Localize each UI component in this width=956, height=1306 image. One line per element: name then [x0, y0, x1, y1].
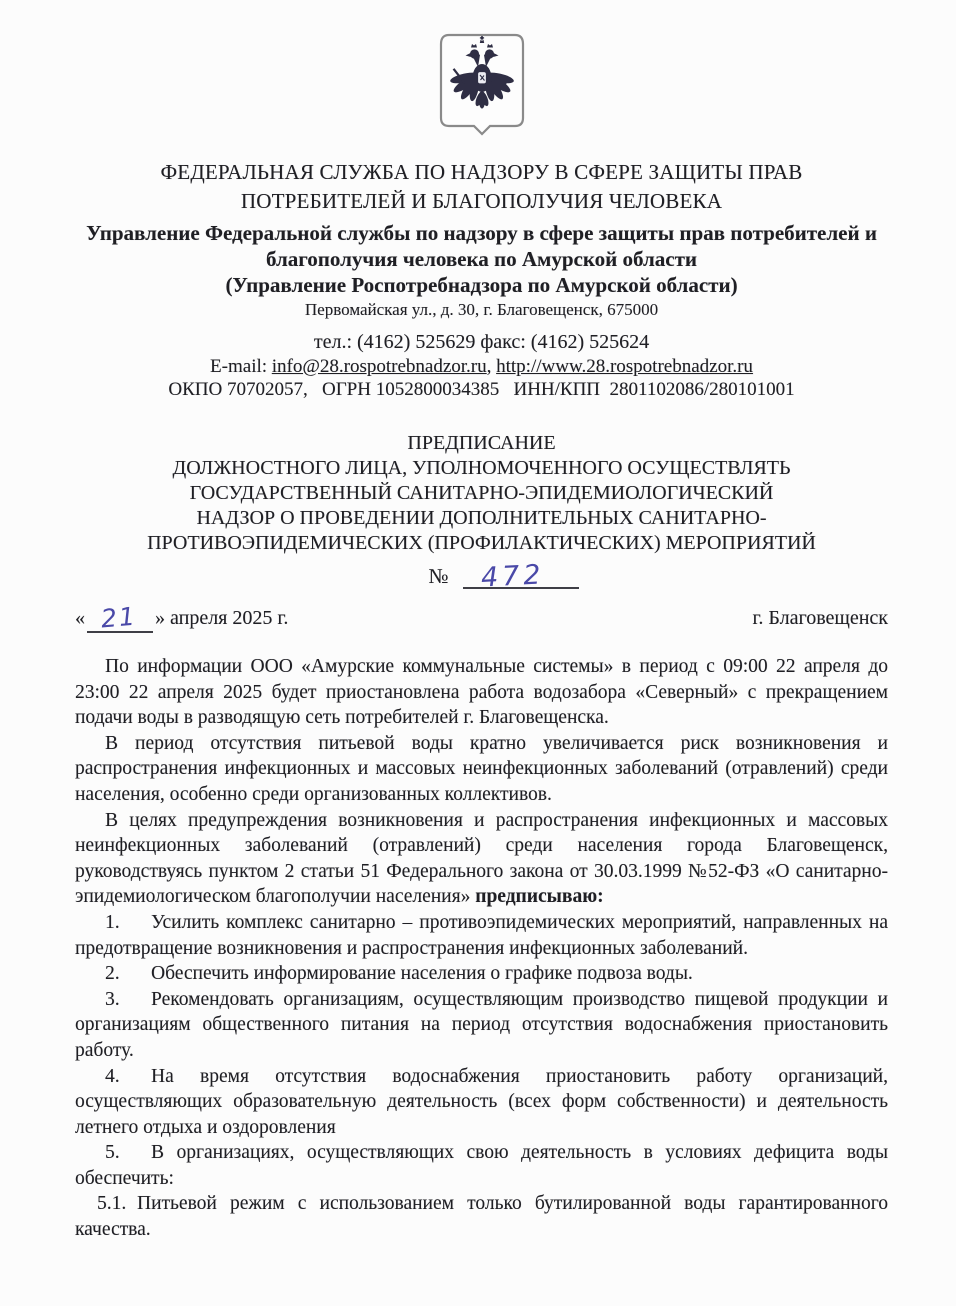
contacts-block: [75, 330, 888, 401]
document-title-line3: ГОСУДАРСТВЕННЫЙ САНИТАРНО-ЭПИДЕМИОЛОГИЧЕСКИЙ: [189, 482, 774, 504]
order-item-5: [75, 1140, 888, 1191]
number-sign: №: [428, 564, 449, 588]
document-title-line5: ПРОТИВОЭПИДЕМИЧЕСКИХ (ПРОФИЛАКТИЧЕСКИХ) МЕРОПРИЯТИЙ: [147, 532, 816, 554]
open-quote: «: [75, 607, 85, 629]
org-name-line2: ПОТРЕБИТЕЛЕЙ И БЛАГОПОЛУЧИЯ ЧЕЛОВЕКА: [240, 189, 723, 213]
item-text: В организациях, осуществляющих свою деятельность в условиях дефицита воды обеспечить:: [75, 1142, 888, 1189]
prescribe-keyword: предписываю:: [475, 886, 604, 908]
order-item-5-1: [75, 1191, 888, 1242]
email-line: [75, 355, 888, 378]
close-quote: »: [155, 607, 165, 629]
document-number-row: [97, 559, 910, 594]
email-link[interactable]: info@28.rospotrebnadzor.ru: [271, 356, 487, 377]
document-title-line2: ДОЛЖНОСТНОГО ЛИЦА, УПОЛНОМОЧЕННОГО ОСУЩЕСТВЛЯТЬ: [172, 457, 791, 479]
org-name-line1: ФЕДЕРАЛЬНАЯ СЛУЖБА ПО НАДЗОРУ В СФЕРЕ ЗАЩИТЫ ПРАВ: [160, 160, 803, 184]
handwritten-document-number: 472: [479, 559, 545, 594]
department-line2: благополучия человека по Амурской области: [265, 247, 698, 271]
document-date: [75, 603, 288, 633]
department-name: [75, 220, 888, 298]
org-name: [75, 158, 888, 216]
department-line3: (Управление Роспотребнадзора по Амурской области): [225, 273, 738, 297]
link-separator: ,: [486, 356, 497, 377]
email-label: E-mail:: [210, 356, 272, 377]
item-number: 3.: [105, 988, 120, 1010]
document-number-slot: [463, 557, 579, 594]
legal-basis-text: В целях предупреждения возникновения и распространения инфекционных и массовых неинфекционных заболеваний (отравлений) среди населения города Благовещенск, руководствуясь пунктом 2 статьи 51 Федерального закона от 30.03.1999 №52-ФЗ «О санитарно-эпидемиологическом благополучии населения»: [75, 809, 888, 908]
item-number: 1.: [105, 911, 120, 933]
paragraph-legal-basis: [75, 808, 888, 910]
order-item-2: [75, 961, 888, 987]
month-year: апреля 2025 г.: [165, 607, 289, 629]
item-text: Обеспечить информирование населения о графике подвоза воды.: [151, 963, 693, 985]
document-title-line1: ПРЕДПИСАНИЕ: [407, 432, 556, 454]
website-link[interactable]: http://www.28.rospotrebnadzor.ru: [496, 356, 753, 377]
document-city: г. Благовещенск: [752, 607, 888, 629]
document-body: [75, 654, 888, 1243]
item-number: 5.: [105, 1142, 120, 1164]
item-number: 4.: [105, 1065, 120, 1087]
phone-fax-line: тел.: (4162) 525629 факс: (4162) 525624: [313, 331, 650, 353]
order-item-4: [75, 1064, 888, 1141]
document-title-line4: НАДЗОР О ПРОВЕДЕНИИ ДОПОЛНИТЕЛЬНЫХ САНИТАРНО-: [196, 507, 767, 529]
item-number: 5.1.: [97, 1193, 127, 1215]
item-number: 2.: [105, 963, 120, 985]
paragraph-info: По информации ООО «Амурские коммунальные системы» в период с 09:00 22 апреля до 23:00 22 апреля 2025 будет приостановлена работа водозабора «Северный» с прекращением подачи воды в разводящую сеть потребителей г. Благовещенска.: [75, 656, 888, 729]
item-text: Рекомендовать организациям, осуществляющим производство пищевой продукции и организациям общественного питания на период отсутствия водоснабжения приостановить работу.: [75, 988, 888, 1061]
order-item-3: [75, 987, 888, 1064]
item-text: Усилить комплекс санитарно – противоэпидемических мероприятий, направленных на предотвращение возникновения и распространения инфекционных заболеваний.: [75, 911, 888, 959]
date-and-city-row: [75, 603, 888, 633]
item-text: Питьевой режим с использованием только бутилированной воды гарантированного качества.: [75, 1193, 888, 1241]
department-line1: Управление Федеральной службы по надзору в сфере защиты прав потребителей и: [86, 221, 877, 245]
item-text: На время отсутствия водоснабжения приостановить работу организаций, осуществляющих образовательную деятельность (всех форм собственности) и деятельность летнего отдыха и оздоровления: [75, 1065, 888, 1138]
registry-codes-line: ОКПО 70702057, ОГРН 1052800034385 ИНН/КПП 2801102086/280101001: [168, 379, 795, 400]
day-slot: [87, 601, 153, 634]
paragraph-risk: В период отсутствия питьевой воды кратно увеличивается риск возникновения и распространения инфекционных и массовых неинфекционных заболеваний (отравлений) среди населения, особенно среди организованных коллективов.: [75, 732, 888, 805]
order-item-1: [75, 910, 888, 961]
postal-address: Первомайская ул., д. 30, г. Благовещенск, 675000: [304, 300, 659, 319]
handwritten-day: 21: [99, 601, 138, 634]
coat-of-arms-icon: [438, 33, 526, 137]
document-title: [75, 431, 888, 556]
